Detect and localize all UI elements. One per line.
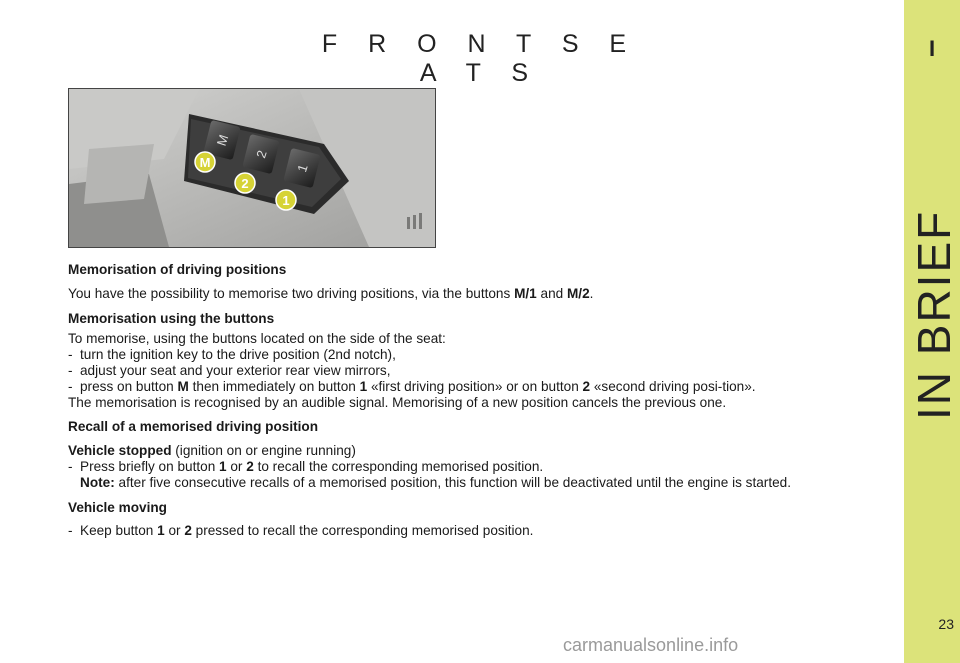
svg-text:1: 1: [282, 193, 290, 208]
svg-text:M: M: [199, 155, 211, 170]
paragraph-instructions: To memorise, using the buttons located on the side of the seat:: [68, 331, 446, 347]
chapter-title: IN BRIEF: [908, 209, 960, 420]
list-item: - turn the ignition key to the drive position (2nd notch),: [68, 347, 396, 363]
svg-text:2: 2: [241, 176, 249, 191]
list-item: - adjust your seat and your exterior rear view mirrors,: [68, 362, 391, 378]
paragraph-signal: The memorisation is recognised by an audible signal. Memorising of a new position cancels the previous one.: [68, 394, 727, 410]
seat-memory-buttons-photo: [68, 88, 436, 248]
heading-memorisation: Memorisation of driving positions: [68, 262, 287, 277]
callout-2: [235, 173, 255, 193]
chapter-number: I: [928, 36, 936, 61]
note: Note: after five consecutive recalls of a memorised position, this function will be deactivated until the engine is started.: [80, 474, 792, 490]
paragraph-vehicle-stopped: Vehicle stopped (ignition on or engine running): [68, 443, 356, 459]
chapter-sidebar: [904, 0, 960, 663]
heading-using-buttons: Memorisation using the buttons: [68, 310, 275, 326]
body-text: [68, 262, 890, 539]
seat-panel-illustration: [69, 89, 435, 247]
heading-vehicle-moving: Vehicle moving: [68, 499, 167, 515]
page-number: 23: [938, 616, 954, 632]
list-item: - press on button M then immediately on button 1 «first driving position» or on button 2 «second driving posi-tion».: [68, 378, 756, 394]
heading-recall: Recall of a memorised driving position: [68, 419, 319, 435]
svg-text:M: M: [213, 132, 232, 148]
paragraph-intro: You have the possibility to memorise two driving positions, via the buttons M/1 and M/2.: [68, 285, 594, 301]
svg-text:1: 1: [294, 162, 311, 174]
list-item: - Press briefly on button 1 or 2 to recall the corresponding memorised position.: [68, 458, 544, 474]
page-title: F R O N T S E A T S: [321, 30, 639, 87]
callout-M: [195, 152, 215, 172]
callout-1: [276, 190, 296, 210]
watermark: carmanualsonline.info: [563, 635, 739, 655]
list-item: - Keep button 1 or 2 pressed to recall the corresponding memorised position.: [68, 523, 534, 539]
svg-text:2: 2: [253, 148, 270, 160]
